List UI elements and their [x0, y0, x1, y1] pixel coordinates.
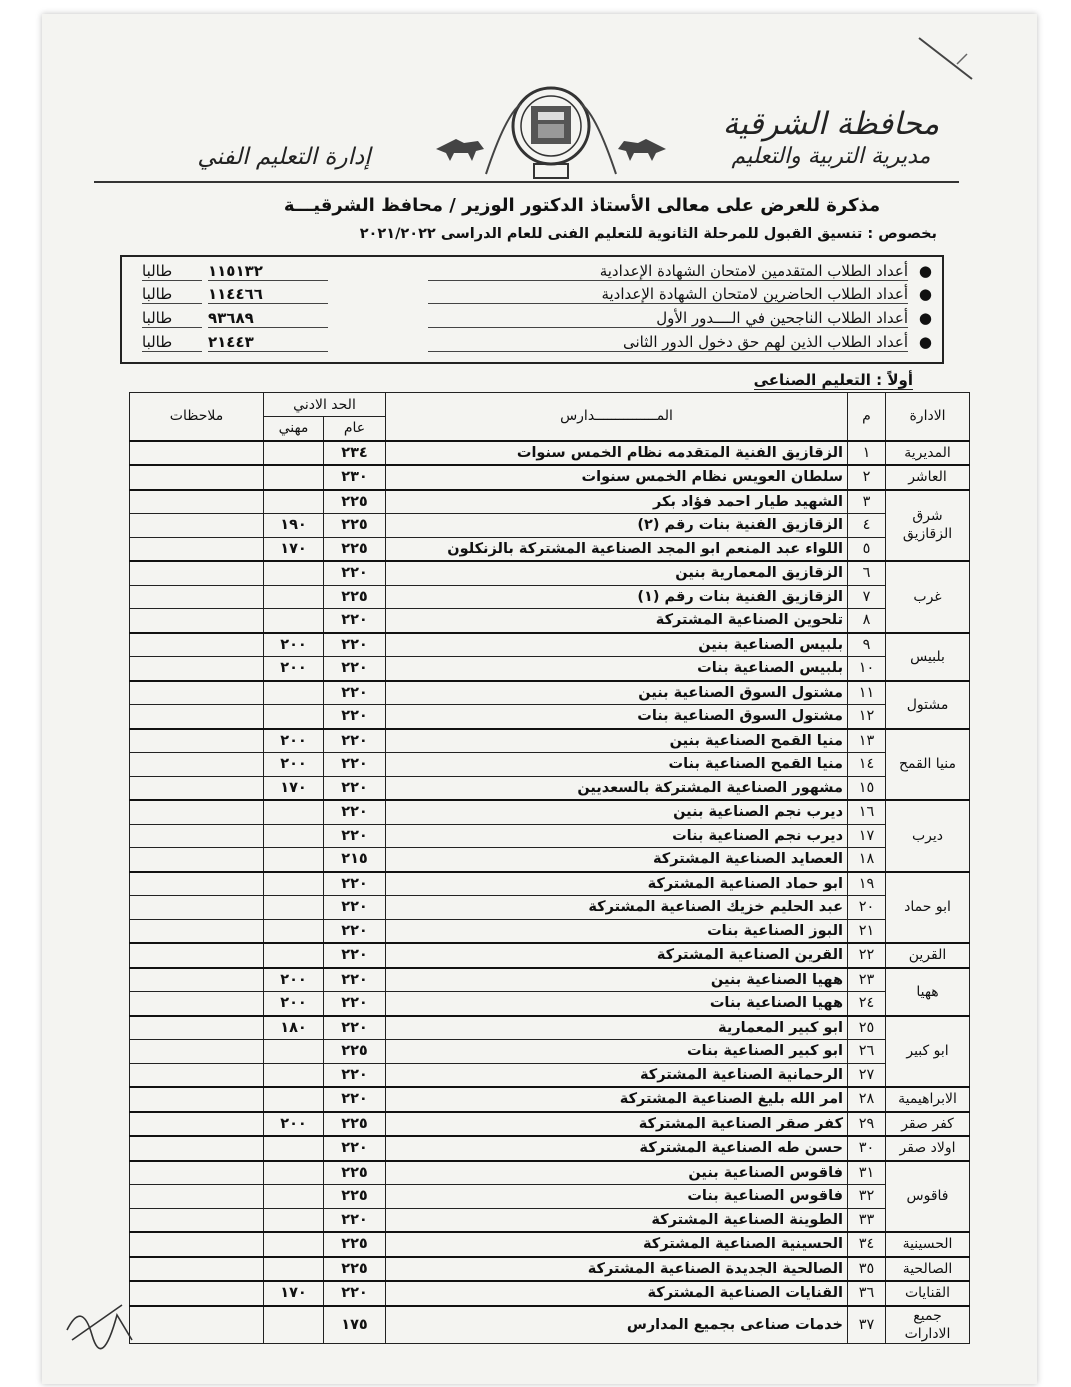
header-general: عام — [324, 417, 386, 441]
cell-notes — [130, 943, 264, 968]
governorate-name: محافظة الشرقية — [722, 106, 940, 142]
table-row — [130, 705, 970, 729]
cell-notes — [130, 1063, 264, 1087]
cell-general: ٢٢٥ — [324, 514, 386, 538]
cell-vocational — [264, 1161, 324, 1185]
table-row — [130, 729, 970, 753]
cell-general: ٢٢٠ — [324, 919, 386, 943]
cell-school: العصايد الصناعية المشتركة — [386, 848, 848, 872]
cell-general: ٢٣٤ — [324, 441, 386, 466]
cell-general: ٢٢٥ — [324, 585, 386, 609]
cell-general: ٢٢٠ — [324, 992, 386, 1016]
cell-num: ٣٦ — [848, 1281, 886, 1306]
header-divider — [94, 181, 959, 183]
cell-notes — [130, 561, 264, 585]
header-notes: ملاحظات — [130, 393, 264, 441]
cell-admin: الصالحية — [886, 1257, 970, 1282]
cell-admin: القرين — [886, 943, 970, 968]
cell-general: ٢٢٥ — [324, 1185, 386, 1209]
cell-notes — [130, 609, 264, 633]
cell-num: ١ — [848, 441, 886, 466]
cell-admin: ديرب — [886, 800, 970, 872]
cell-school: ابو كبير المعمارية — [386, 1016, 848, 1040]
cell-notes — [130, 1040, 264, 1064]
cell-vocational — [264, 441, 324, 466]
cell-notes — [130, 1208, 264, 1232]
cell-vocational — [264, 681, 324, 705]
cell-vocational — [264, 848, 324, 872]
cell-vocational — [264, 1232, 324, 1257]
cell-school: الزقازيق الفنية بنات رقم (٢) — [386, 514, 848, 538]
cell-admin: شرق الزقازيق — [886, 490, 970, 562]
table-row — [130, 968, 970, 992]
document-page — [42, 14, 1037, 1384]
cell-notes — [130, 585, 264, 609]
cell-notes — [130, 848, 264, 872]
cell-vocational: ٢٠٠ — [264, 992, 324, 1016]
cell-vocational — [264, 1257, 324, 1282]
cell-num: ٣٧ — [848, 1306, 886, 1344]
cell-vocational — [264, 490, 324, 514]
section-title: أولاً : التعليم الصناعى — [753, 371, 913, 389]
cell-num: ٤ — [848, 514, 886, 538]
table-row — [130, 681, 970, 705]
cell-admin: غرب — [886, 561, 970, 633]
table-row — [130, 1257, 970, 1282]
department-name: إدارة التعليم الفني — [197, 144, 371, 170]
cell-school: الطوينة الصناعية المشتركة — [386, 1208, 848, 1232]
cell-school: فاقوس الصناعية بنين — [386, 1161, 848, 1185]
cell-num: ١٣ — [848, 729, 886, 753]
cell-general: ٢٢٠ — [324, 657, 386, 681]
stat-label: أعداد الطلاب الذين لهم حق دخول الدور الثانى — [428, 333, 908, 352]
cell-num: ١٨ — [848, 848, 886, 872]
cell-admin: المديرية — [886, 441, 970, 466]
table-row — [130, 585, 970, 609]
cell-vocational — [264, 824, 324, 848]
cell-general: ٢٢٠ — [324, 943, 386, 968]
table-row — [130, 537, 970, 561]
cell-school: مشتول السوق الصناعية بنات — [386, 705, 848, 729]
cell-notes — [130, 1016, 264, 1040]
cell-general: ٢٢٠ — [324, 872, 386, 896]
cell-school: اللواء عبد المنعم ابو المجد الصناعية المشتركة بالزنكلون — [386, 537, 848, 561]
cell-vocational: ١٧٠ — [264, 537, 324, 561]
table-row — [130, 1161, 970, 1185]
cell-vocational — [264, 609, 324, 633]
cell-num: ١٠ — [848, 657, 886, 681]
table-row — [130, 1040, 970, 1064]
cell-general: ٢٢٥ — [324, 1257, 386, 1282]
table-row — [130, 1232, 970, 1257]
cell-num: ٣٢ — [848, 1185, 886, 1209]
cell-notes — [130, 657, 264, 681]
cell-notes — [130, 465, 264, 490]
cell-notes — [130, 490, 264, 514]
cell-general: ٢٢٠ — [324, 633, 386, 657]
stat-value: ١١٥١٣٢ — [208, 262, 328, 281]
table-row — [130, 609, 970, 633]
cell-school: الصالحية الجديدة الصناعية المشتركة — [386, 1257, 848, 1282]
cell-num: ١٤ — [848, 753, 886, 777]
cell-num: ١٦ — [848, 800, 886, 824]
cell-general: ٢١٥ — [324, 848, 386, 872]
table-row — [130, 943, 970, 968]
cell-general: ٢٢٠ — [324, 800, 386, 824]
cell-num: ٦ — [848, 561, 886, 585]
cell-vocational — [264, 585, 324, 609]
cell-school: سلطان العويس نظام الخمس سنوات — [386, 465, 848, 490]
bullet-icon: ● — [918, 333, 932, 351]
stat-row — [128, 284, 936, 306]
cell-general: ٢٣٠ — [324, 465, 386, 490]
cell-vocational: ١٧٠ — [264, 776, 324, 800]
table-row — [130, 1087, 970, 1112]
table-body — [130, 441, 970, 1344]
header-schools: المـــــــــــــــدارس — [386, 393, 848, 441]
cell-vocational: ٢٠٠ — [264, 1112, 324, 1137]
directorate-name: مديرية التربية والتعليم — [731, 144, 931, 169]
table-row — [130, 633, 970, 657]
cell-school: الزقازيق المعمارية بنين — [386, 561, 848, 585]
cell-vocational — [264, 465, 324, 490]
cell-num: ١٩ — [848, 872, 886, 896]
cell-notes — [130, 800, 264, 824]
cell-vocational — [264, 1208, 324, 1232]
cell-num: ٢١ — [848, 919, 886, 943]
cell-num: ٩ — [848, 633, 886, 657]
header-num: م — [848, 393, 886, 441]
table-row — [130, 1306, 970, 1344]
memo-title: مذكرة للعرض على معالى الأستاذ الدكتور الوزير / محافظ الشرقيـــة — [283, 195, 881, 216]
cell-general: ٢٢٠ — [324, 1016, 386, 1040]
cell-notes — [130, 1087, 264, 1112]
cell-school: منيا القمح الصناعية بنين — [386, 729, 848, 753]
cell-num: ١١ — [848, 681, 886, 705]
cell-general: ٢٢٠ — [324, 609, 386, 633]
cell-num: ٢٧ — [848, 1063, 886, 1087]
cell-admin: ههيا — [886, 968, 970, 1016]
table-row — [130, 441, 970, 466]
governorate-emblem-icon — [426, 74, 676, 188]
cell-admin: ابو كبير — [886, 1016, 970, 1088]
cell-admin: الحسينية — [886, 1232, 970, 1257]
cell-general: ٢٢٠ — [324, 1063, 386, 1087]
cell-admin: اولاد صقر — [886, 1136, 970, 1161]
cell-notes — [130, 1136, 264, 1161]
cell-notes — [130, 514, 264, 538]
cell-general: ٢٢٠ — [324, 729, 386, 753]
cell-general: ٢٢٥ — [324, 1040, 386, 1064]
table-row — [130, 465, 970, 490]
cell-num: ٣٤ — [848, 1232, 886, 1257]
table-row — [130, 1136, 970, 1161]
stat-label: أعداد الطلاب الناجحين في الــــدور الأول — [428, 309, 908, 328]
stat-unit: طالبا — [142, 262, 202, 281]
cell-num: ٥ — [848, 537, 886, 561]
cell-school: ابو حماد الصناعية المشتركة — [386, 872, 848, 896]
cell-school: الرحمانية الصناعية المشتركة — [386, 1063, 848, 1087]
cell-notes — [130, 776, 264, 800]
cell-school: ههيا الصناعية بنات — [386, 992, 848, 1016]
cell-num: ٢٩ — [848, 1112, 886, 1137]
stat-unit: طالبا — [142, 309, 202, 328]
cell-general: ٢٢٠ — [324, 681, 386, 705]
cell-school: امر الله بليغ الصناعية المشتركة — [386, 1087, 848, 1112]
cell-notes — [130, 1161, 264, 1185]
cell-school: البوز الصناعية بنات — [386, 919, 848, 943]
table-row — [130, 776, 970, 800]
stat-value: ٢١٤٤٣ — [208, 333, 328, 352]
cell-num: ٨ — [848, 609, 886, 633]
cell-num: ٣٠ — [848, 1136, 886, 1161]
cell-vocational — [264, 561, 324, 585]
cell-school: منيا القمح الصناعية بنات — [386, 753, 848, 777]
cell-general: ١٧٥ — [324, 1306, 386, 1344]
stat-label: أعداد الطلاب المتقدمين لامتحان الشهادة الإعدادية — [428, 262, 908, 281]
cell-notes — [130, 896, 264, 920]
cell-notes — [130, 753, 264, 777]
cell-vocational — [264, 1063, 324, 1087]
stat-unit: طالبا — [142, 333, 202, 352]
cell-notes — [130, 1257, 264, 1282]
table-row — [130, 896, 970, 920]
cell-vocational — [264, 872, 324, 896]
cell-general: ٢٢٠ — [324, 561, 386, 585]
cell-vocational — [264, 1136, 324, 1161]
cell-notes — [130, 1281, 264, 1306]
table-row — [130, 657, 970, 681]
cell-num: ٢٦ — [848, 1040, 886, 1064]
cell-num: ٢٠ — [848, 896, 886, 920]
cell-vocational: ١٨٠ — [264, 1016, 324, 1040]
cell-num: ٢٥ — [848, 1016, 886, 1040]
cell-school: الزقازيق الفنية بنات رقم (١) — [386, 585, 848, 609]
cell-num: ٧ — [848, 585, 886, 609]
table-row — [130, 514, 970, 538]
cell-notes — [130, 1112, 264, 1137]
cell-general: ٢٢٥ — [324, 490, 386, 514]
signature — [62, 1290, 142, 1354]
table-row — [130, 561, 970, 585]
cell-admin: فاقوس — [886, 1161, 970, 1233]
cell-school: الزقازيق الفنية المتقدمه نظام الخمس سنوات — [386, 441, 848, 466]
admission-table — [129, 392, 970, 1344]
cell-vocational: ٢٠٠ — [264, 753, 324, 777]
cell-general: ٢٢٥ — [324, 537, 386, 561]
stat-value: ١١٤٤٦٦ — [208, 285, 328, 304]
cell-general: ٢٢٠ — [324, 1087, 386, 1112]
cell-notes — [130, 872, 264, 896]
cell-school: ههيا الصناعية بنين — [386, 968, 848, 992]
header-vocational: مهني — [264, 417, 324, 441]
cell-general: ٢٢٠ — [324, 824, 386, 848]
cell-num: ٢٢ — [848, 943, 886, 968]
stat-row — [128, 261, 936, 283]
bullet-icon: ● — [918, 262, 932, 280]
cell-school: ديرب نجم الصناعية بنات — [386, 824, 848, 848]
header-admin: الادارة — [886, 393, 970, 441]
stat-label: أعداد الطلاب الحاضرين لامتحان الشهادة الإعدادية — [428, 285, 908, 304]
cell-admin: ابو حماد — [886, 872, 970, 944]
cell-school: مشهور الصناعية المشتركة بالسعديين — [386, 776, 848, 800]
cell-vocational: ٢٠٠ — [264, 729, 324, 753]
stat-row — [128, 308, 936, 330]
table-row — [130, 824, 970, 848]
cell-admin: كفر صقر — [886, 1112, 970, 1137]
table-row — [130, 992, 970, 1016]
cell-school: مشتول السوق الصناعية بنين — [386, 681, 848, 705]
cell-school: القنايات الصناعية المشتركة — [386, 1281, 848, 1306]
cell-vocational — [264, 919, 324, 943]
bullet-icon: ● — [918, 285, 932, 303]
cell-school: القرين الصناعية المشتركة — [386, 943, 848, 968]
cell-admin: مشتول — [886, 681, 970, 729]
cell-general: ٢٢٥ — [324, 1161, 386, 1185]
cell-notes — [130, 681, 264, 705]
cell-num: ١٥ — [848, 776, 886, 800]
cell-vocational — [264, 1185, 324, 1209]
table-row — [130, 1208, 970, 1232]
stats-box — [120, 255, 944, 364]
cell-school: عبد الحليم خزيك الصناعية المشتركة — [386, 896, 848, 920]
stat-row — [128, 332, 936, 354]
table-row — [130, 919, 970, 943]
cell-num: ٢٨ — [848, 1087, 886, 1112]
cell-school: تلحوين الصناعية المشتركة — [386, 609, 848, 633]
letterhead-right — [711, 106, 951, 169]
cell-school: الشهيد طيار احمد فؤاد بكر — [386, 490, 848, 514]
stat-unit: طالبا — [142, 285, 202, 304]
cell-vocational — [264, 705, 324, 729]
table-row — [130, 848, 970, 872]
table-row — [130, 1185, 970, 1209]
cell-notes — [130, 992, 264, 1016]
cell-general: ٢٢٠ — [324, 753, 386, 777]
cell-notes — [130, 729, 264, 753]
table-row — [130, 1112, 970, 1137]
cell-general: ٢٢٥ — [324, 1112, 386, 1137]
cell-notes — [130, 1185, 264, 1209]
cell-num: ٢٤ — [848, 992, 886, 1016]
cell-num: ٣٣ — [848, 1208, 886, 1232]
table-row — [130, 1063, 970, 1087]
header-min: الحد الادني — [264, 393, 386, 417]
cell-school: الحسينية الصناعية المشتركة — [386, 1232, 848, 1257]
cell-vocational — [264, 1306, 324, 1344]
cell-notes — [130, 824, 264, 848]
cell-school: حسن طه الصناعية المشتركة — [386, 1136, 848, 1161]
cell-vocational — [264, 1040, 324, 1064]
cell-vocational: ٢٠٠ — [264, 633, 324, 657]
cell-general: ٢٢٠ — [324, 776, 386, 800]
cell-general: ٢٢٥ — [324, 1232, 386, 1257]
cell-notes — [130, 633, 264, 657]
table-row — [130, 800, 970, 824]
cell-vocational: ١٧٠ — [264, 1281, 324, 1306]
cell-notes — [130, 919, 264, 943]
cell-general: ٢٢٠ — [324, 1136, 386, 1161]
cell-vocational — [264, 943, 324, 968]
cell-school: فاقوس الصناعية بنات — [386, 1185, 848, 1209]
cell-school: ديرب نجم الصناعية بنين — [386, 800, 848, 824]
table-row — [130, 872, 970, 896]
cell-admin: جميع الادارات — [886, 1306, 970, 1344]
cell-admin: منيا القمح — [886, 729, 970, 801]
cell-school: بلبيس الصناعية بنين — [386, 633, 848, 657]
cell-general: ٢٢٠ — [324, 968, 386, 992]
cell-school: بلبيس الصناعية بنات — [386, 657, 848, 681]
table-row — [130, 1281, 970, 1306]
cell-notes — [130, 705, 264, 729]
cell-vocational: ١٩٠ — [264, 514, 324, 538]
cell-admin: الابراهيمية — [886, 1087, 970, 1112]
cell-general: ٢٢٠ — [324, 896, 386, 920]
cell-num: ٢ — [848, 465, 886, 490]
cell-school: خدمات صناعى بجميع المدارس — [386, 1306, 848, 1344]
cell-admin: القنايات — [886, 1281, 970, 1306]
cell-num: ٣٥ — [848, 1257, 886, 1282]
cell-vocational — [264, 1087, 324, 1112]
cell-notes — [130, 441, 264, 466]
cell-admin: العاشر — [886, 465, 970, 490]
cell-school: ابو كبير الصناعية بنات — [386, 1040, 848, 1064]
cell-admin: بلبيس — [886, 633, 970, 681]
cell-notes — [130, 968, 264, 992]
table-row — [130, 1016, 970, 1040]
cell-school: كفر صقر الصناعية المشتركة — [386, 1112, 848, 1137]
cell-notes — [130, 1232, 264, 1257]
cell-notes — [130, 1306, 264, 1344]
cell-notes — [130, 537, 264, 561]
bullet-icon: ● — [918, 309, 932, 327]
table-row — [130, 753, 970, 777]
cell-general: ٢٢٠ — [324, 1208, 386, 1232]
cell-num: ٣ — [848, 490, 886, 514]
cell-num: ١٢ — [848, 705, 886, 729]
table-row — [130, 490, 970, 514]
cell-num: ٢٣ — [848, 968, 886, 992]
pen-mark — [917, 34, 977, 88]
cell-num: ١٧ — [848, 824, 886, 848]
cell-vocational: ٢٠٠ — [264, 657, 324, 681]
cell-vocational — [264, 896, 324, 920]
stat-value: ٩٣٦٨٩ — [208, 309, 328, 328]
cell-general: ٢٢٠ — [324, 705, 386, 729]
cell-vocational: ٢٠٠ — [264, 968, 324, 992]
memo-subject: بخصوص : تنسيق القبول للمرحلة الثانوية للتعليم الفنى للعام الدراسى ٢٠٢١/٢٠٢٢ — [359, 226, 937, 242]
cell-vocational — [264, 800, 324, 824]
cell-general: ٢٢٠ — [324, 1281, 386, 1306]
cell-num: ٣١ — [848, 1161, 886, 1185]
